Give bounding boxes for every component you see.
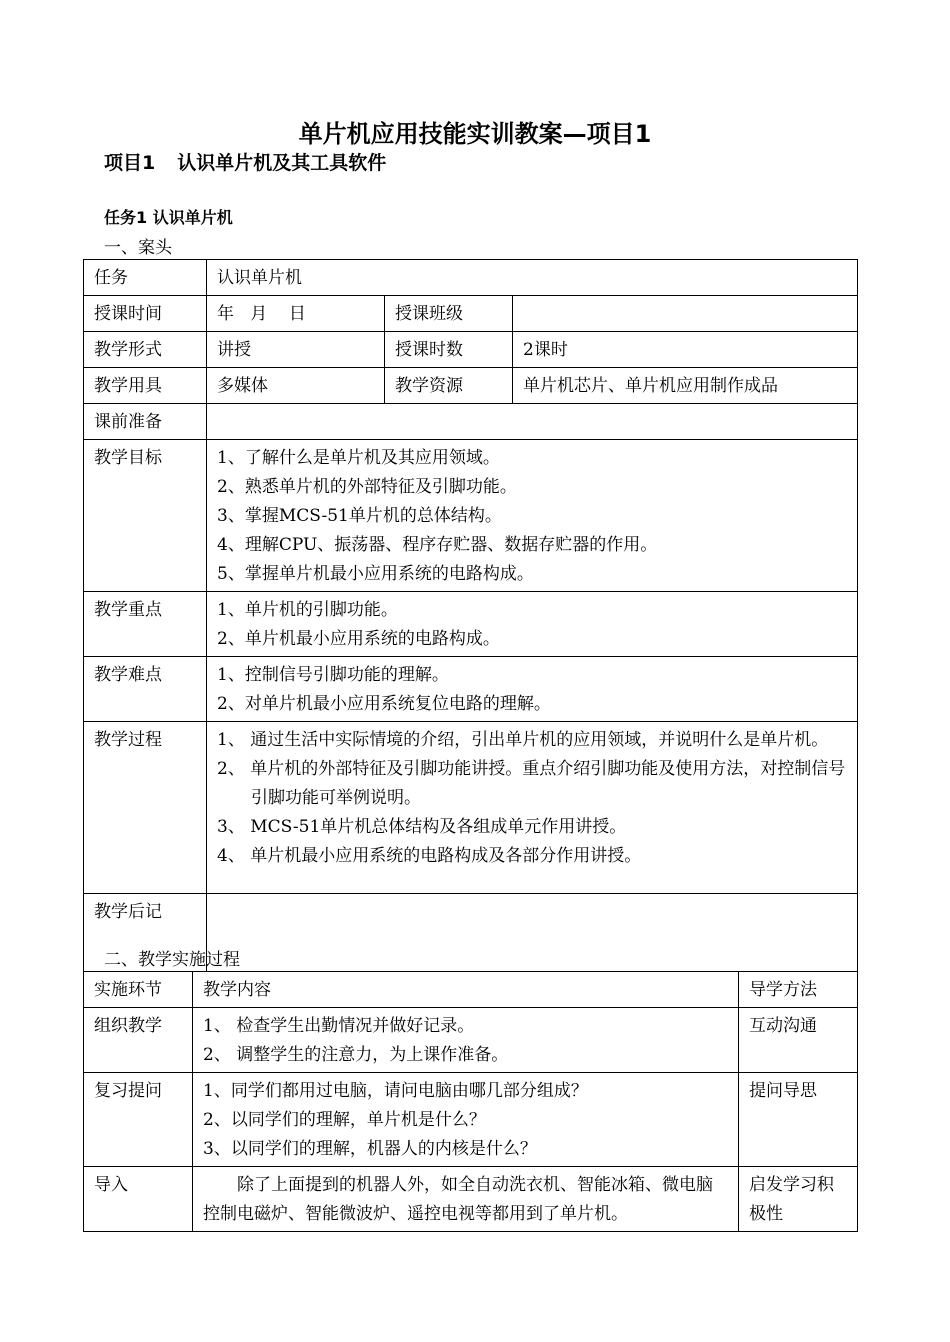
- method-cell: 启发学习积极性: [739, 1167, 858, 1232]
- task-label: 任务: [84, 260, 207, 296]
- project-heading: [104, 148, 386, 175]
- hours-label: 授课时数: [385, 332, 513, 368]
- prep-label: 课前准备: [84, 404, 207, 440]
- header-content: 教学内容: [193, 972, 739, 1008]
- stage-cell: 复习提问: [84, 1073, 193, 1167]
- goal-item: 4、理解CPU、振荡器、程序存贮器、数据存贮器的作用。: [217, 535, 658, 555]
- key-point-item: 2、单片机最小应用系统的电路构成。: [217, 629, 500, 649]
- process-item: 3、 MCS-51单片机总体结构及各组成单元作用讲授。: [217, 817, 627, 837]
- project-name: 认识单片机及其工具软件: [177, 152, 387, 174]
- key-point-item: 1、单片机的引脚功能。: [217, 600, 398, 620]
- task-value: 认识单片机: [207, 260, 858, 296]
- header-method: 导学方法: [739, 972, 858, 1008]
- content-cell: [193, 1008, 739, 1073]
- content-cell: [193, 1073, 739, 1167]
- class-value: [513, 296, 858, 332]
- time-value: 年 月 日: [207, 296, 385, 332]
- lesson-plan-table: [83, 259, 858, 972]
- header-stage: 实施环节: [84, 972, 193, 1008]
- form-value: 讲授: [207, 332, 385, 368]
- resource-value: 单片机芯片、单片机应用制作成品: [513, 368, 858, 404]
- content-line: 2、以同学们的理解，单片机是什么？: [203, 1110, 486, 1130]
- process-label: 教学过程: [84, 722, 207, 894]
- content-line: 3、以同学们的理解，机器人的内核是什么？: [203, 1139, 537, 1159]
- difficulty-label: 教学难点: [84, 657, 207, 722]
- process-item: 4、 单片机最小应用系统的电路构成及各部分作用讲授。: [217, 846, 642, 866]
- content-line: 除了上面提到的机器人外，如全自动洗衣机、智能冰箱、微电脑控制电磁炉、智能微波炉、遥控电视等都用到了单片机。: [203, 1175, 713, 1224]
- difficulties-list: [207, 657, 858, 722]
- prep-value: [207, 404, 858, 440]
- content-line: 2、 调整学生的注意力，为上课作准备。: [203, 1045, 509, 1065]
- content-line: 1、同学们都用过电脑，请问电脑由哪几部分组成？: [203, 1081, 588, 1101]
- task-heading: 任务1 认识单片机: [104, 208, 233, 227]
- process-item: 1、 通过生活中实际情境的介绍，引出单片机的应用领域，并说明什么是单片机。: [217, 730, 829, 750]
- goal-item: 3、掌握MCS-51单片机的总体结构。: [217, 506, 502, 526]
- tools-label: 教学用具: [84, 368, 207, 404]
- method-cell: 提问导思: [739, 1073, 858, 1167]
- goals-label: 教学目标: [84, 440, 207, 592]
- class-label: 授课班级: [385, 296, 513, 332]
- content-cell: [193, 1167, 739, 1232]
- notes-label: 教学后记: [84, 894, 207, 972]
- content-line: 1、 检查学生出勤情况并做好记录。: [203, 1016, 475, 1036]
- tools-value: 多媒体: [207, 368, 385, 404]
- goal-item: 1、了解什么是单片机及其应用领域。: [217, 448, 500, 468]
- key-label: 教学重点: [84, 592, 207, 657]
- difficulty-item: 2、对单片机最小应用系统复位电路的理解。: [217, 694, 551, 714]
- time-label: 授课时间: [84, 296, 207, 332]
- key-points-list: [207, 592, 858, 657]
- goal-item: 5、掌握单片机最小应用系统的电路构成。: [217, 564, 534, 584]
- process-list: [207, 722, 858, 894]
- table-row: [84, 1167, 858, 1232]
- document-title: 单片机应用技能实训教案—项目1: [298, 120, 652, 148]
- implementation-table: [83, 971, 858, 1232]
- stage-cell: 导入: [84, 1167, 193, 1232]
- difficulty-item: 1、控制信号引脚功能的理解。: [217, 665, 449, 685]
- hours-value: 2课时: [513, 332, 858, 368]
- resource-label: 教学资源: [385, 368, 513, 404]
- form-label: 教学形式: [84, 332, 207, 368]
- process-item: 2、 单片机的外部特征及引脚功能讲授。重点介绍引脚功能及使用方法，对控制信号引脚功能可举例说明。: [217, 759, 846, 808]
- goals-list: [207, 440, 858, 592]
- project-number: 项目1: [104, 152, 156, 174]
- table-row: [84, 1008, 858, 1073]
- goal-item: 2、熟悉单片机的外部特征及引脚功能。: [217, 477, 517, 497]
- method-cell: 互动沟通: [739, 1008, 858, 1073]
- table-row: [84, 1073, 858, 1167]
- notes-value: [207, 894, 858, 972]
- stage-cell: 组织教学: [84, 1008, 193, 1073]
- section2-heading: 二、教学实施过程: [104, 950, 240, 970]
- section1-heading: 一、案头: [104, 238, 172, 258]
